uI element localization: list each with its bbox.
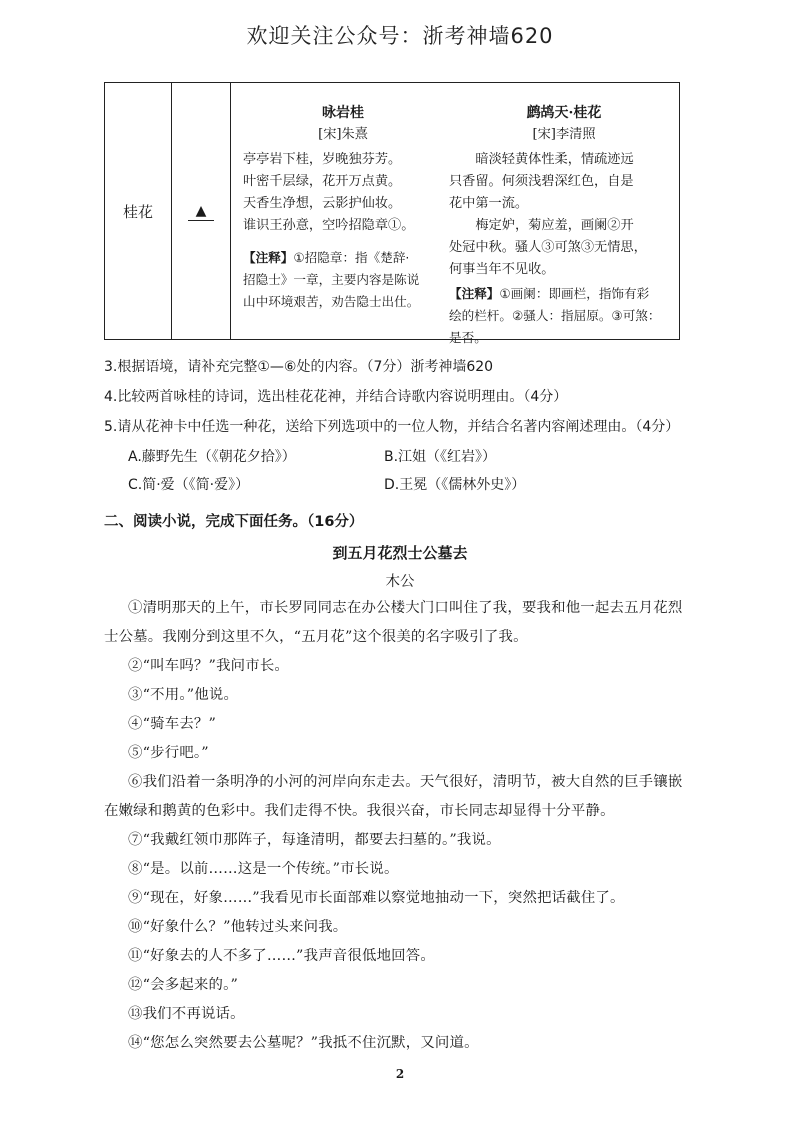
poem-note bbox=[243, 247, 443, 313]
poem-line: 暗淡轻黄体性柔，情疏迹远 bbox=[475, 152, 634, 167]
note-line: 绘的栏杆。②骚人：指屈原。③可煞： bbox=[449, 308, 661, 323]
note-label: 【注释】 bbox=[243, 250, 294, 265]
poem-note bbox=[449, 283, 679, 349]
question-5: 5.请从花神卡中任选一种花，送给下列选项中的一位人物，并结合名著内容阐述理由。（4分） bbox=[104, 419, 680, 435]
flower-card-table bbox=[104, 82, 680, 345]
story-paragraph: ⑫“会多起来的。” bbox=[128, 977, 239, 993]
story-paragraph: ③“不用。”他说。 bbox=[128, 687, 239, 703]
story-paragraph: ⑦“我戴红领巾那阵子，每逢清明，都要去扫墓的。”我说。 bbox=[128, 832, 501, 848]
story-paragraph: 士公墓。我刚分到这里不久，“五月花”这个很美的名字吸引了我。 bbox=[104, 629, 528, 645]
page-number: 2 bbox=[395, 1067, 405, 1081]
option-b: B.江姐（《红岩》） bbox=[384, 449, 497, 465]
poem-line: 只香留。何须浅碧深红色，自是 bbox=[449, 174, 634, 189]
poem-author: [宋]朱熹 bbox=[318, 127, 368, 142]
note-line: ①画阑：即画栏，指饰有彩 bbox=[499, 286, 650, 301]
story-paragraph: ⑤“步行吧。” bbox=[128, 745, 209, 761]
option-d: D.王冕（《儒林外史》） bbox=[384, 477, 526, 493]
story-paragraph: ①清明那天的上午，市长罗同同志在办公楼大门口叫住了我，要我和他一起去五月花烈 bbox=[128, 600, 683, 616]
story-author: 木公 bbox=[385, 574, 415, 590]
poem-author: [宋]李清照 bbox=[532, 127, 596, 142]
poem-line: 天香生净想，云影护仙妆。 bbox=[243, 196, 402, 211]
story-paragraph: ⑭“您怎么突然要去公墓呢？”我抵不住沉默，又问道。 bbox=[128, 1035, 479, 1051]
story-paragraph: 在嫩绿和鹅黄的色彩中。我们走得不快。我很兴奋，市长同志却显得十分平静。 bbox=[104, 803, 615, 819]
flower-name-cell: 桂花 bbox=[105, 83, 172, 339]
poem-zhegutian bbox=[449, 97, 679, 349]
option-a: A.藤野先生（《朝花夕拾》） bbox=[128, 449, 296, 465]
poems-cell bbox=[231, 83, 679, 345]
poem-line: 何事当年不见收。 bbox=[449, 262, 555, 277]
blank-triangle-icon: ▲ bbox=[195, 203, 207, 219]
note-label: 【注释】 bbox=[449, 286, 500, 301]
section-title: 二、阅读小说，完成下面任务。（16分） bbox=[104, 514, 364, 530]
story-paragraph: ⑧“是。以前……这是一个传统。”市长说。 bbox=[128, 861, 399, 877]
poem-line: 叶密千层绿，花开万点黄。 bbox=[243, 174, 402, 189]
story-paragraph: ⑥我们沿着一条明净的小河的河岸向东走去。天气很好，清明节，被大自然的巨手镶嵌 bbox=[128, 774, 683, 790]
story-paragraph: ⑨“现在，好象……”我看见市长面部难以察觉地抽动一下，突然把话截住了。 bbox=[128, 890, 625, 906]
poem-title: 咏岩桂 bbox=[322, 105, 364, 121]
note-line: 招隐士》一章，主要内容是陈说 bbox=[243, 272, 420, 287]
poem-line: 梅定妒，菊应羞，画阑②开 bbox=[475, 218, 634, 233]
story-paragraph: ②“叫车吗？”我问市长。 bbox=[128, 658, 290, 674]
poem-line: 亭亭岩下桂，岁晚独芬芳。 bbox=[243, 152, 402, 167]
story-paragraph: ⑩“好象什么？”他转过头来问我。 bbox=[128, 919, 348, 935]
question-4: 4.比较两首咏桂的诗词，选出桂花花神，并结合诗歌内容说明理由。（4分） bbox=[104, 389, 568, 405]
poem-line: 处冠中秋。骚人③可煞③无情思， bbox=[449, 240, 647, 255]
page-header: 欢迎关注公众号：浙考神墙620 bbox=[246, 24, 554, 48]
story-paragraph: ⑪“好象去的人不多了……”我声音很低地回答。 bbox=[128, 948, 435, 964]
poem-line: 花中第一流。 bbox=[449, 196, 529, 211]
story-title: 到五月花烈士公墓去 bbox=[332, 544, 468, 562]
poem-line: 谁识王孙意，空吟招隐章①。 bbox=[243, 218, 415, 233]
story-paragraph: ⑬我们不再说话。 bbox=[128, 1006, 245, 1022]
note-line: ①招隐章：指《楚辞· bbox=[293, 250, 410, 265]
question-3: 3.根据语境，请补充完整①—⑥处的内容。（7分）浙考神墙620 bbox=[104, 359, 494, 375]
story-paragraph: ④“骑车去？” bbox=[128, 716, 217, 732]
poem-yanyangui bbox=[243, 97, 443, 313]
note-line: 山中环境艰苦，劝告隐士出仕。 bbox=[243, 294, 420, 309]
option-c: C.简·爱（《简·爱》） bbox=[128, 477, 250, 493]
note-line: 是否。 bbox=[449, 330, 487, 345]
poem-title: 鹧鸪天·桂花 bbox=[526, 105, 602, 121]
blank-cell bbox=[172, 83, 231, 339]
